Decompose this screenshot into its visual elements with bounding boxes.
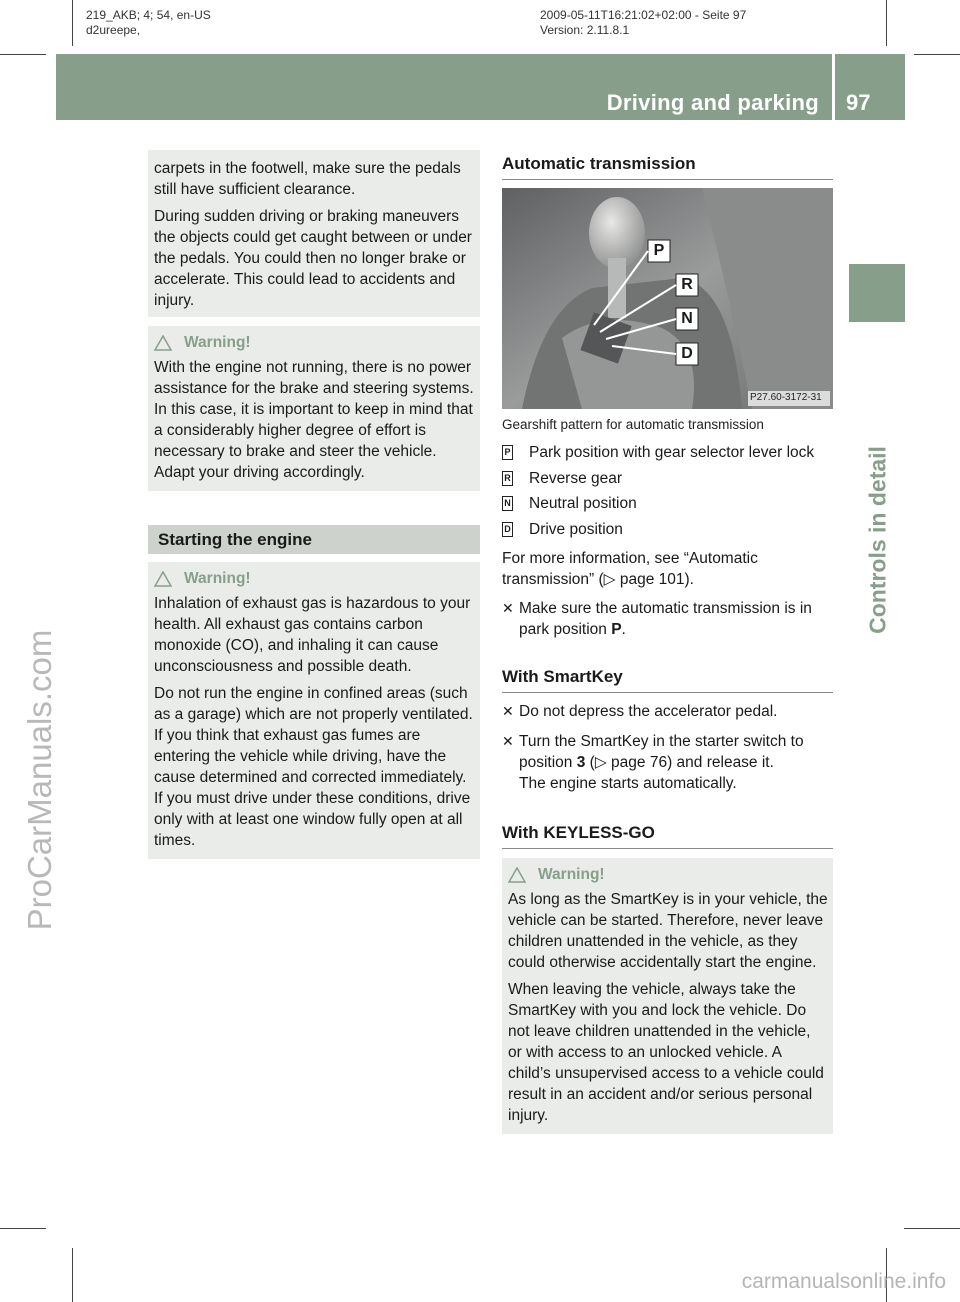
paragraph: Inhalation of exhaust gas is hazardous to your health. All exhaust gas contains carbon monoxide (CO), and inhaling it can cause unconsciousness and possible death. — [154, 595, 471, 675]
legend-item — [502, 440, 842, 466]
paragraph: When leaving the vehicle, always take the SmartKey with you and lock the vehicle. Do not leave children unattended in the vehicle, or with access to an unlocked vehicle. A child’s unsupervised access to a vehicle could result in an accident and/or serious personal injury. — [508, 981, 824, 1124]
step-text: . — [621, 621, 626, 638]
warning-heading — [154, 568, 474, 589]
warning-box — [148, 326, 480, 491]
warning-heading — [508, 864, 828, 885]
step-text: Do not depress the accelerator pedal. — [519, 703, 778, 720]
legend-item — [502, 517, 842, 543]
paragraph: During sudden driving or braking maneuvers the objects could get caught between or under the pedals. You could then no longer brake or accelerate. This could lead to accidents and injury. — [154, 208, 472, 309]
chapter-label: Controls in detail — [864, 446, 891, 634]
crop-mark — [0, 1228, 46, 1229]
photo-label-N: N — [681, 310, 693, 327]
page-header — [56, 54, 905, 120]
paragraph: With the engine not running, there is no power assistance for the brake and steering systems. In this case, it is important to keep in mind that a considerably higher degree of effort is necessary to brake and steer the vehicle. Adapt your driving accordingly. — [154, 359, 474, 481]
warning-triangle-icon — [154, 335, 172, 351]
section-title: Starting the engine — [158, 530, 312, 549]
legend-label: Neutral position — [529, 495, 637, 512]
meta-line: 2009-05-11T16:21:02+02:00 - Seite 97 — [540, 8, 747, 22]
legend-item — [502, 466, 842, 492]
warning-triangle-icon — [508, 867, 526, 883]
photo-label-D: D — [681, 345, 693, 362]
header-divider — [832, 54, 835, 120]
step-text: (▷ page 76) and release it. — [585, 754, 774, 771]
photo-label-R: R — [681, 276, 693, 293]
step-bold: 3 — [576, 754, 586, 771]
instruction-step — [502, 701, 837, 722]
warning-box — [148, 562, 480, 859]
crop-mark — [72, 0, 73, 46]
instruction-step — [502, 731, 837, 794]
photo-caption: Gearshift pattern for automatic transmission — [502, 417, 764, 432]
step-text: Make sure the automatic transmission is in park position — [519, 600, 812, 638]
chapter-tab — [849, 264, 905, 322]
photo-code: P27.60-3172-31 — [750, 392, 822, 403]
step-arrow-icon: ✕ — [502, 600, 514, 616]
legend-label: Drive position — [529, 520, 623, 538]
step-arrow-icon: ✕ — [502, 703, 514, 719]
crop-mark — [886, 0, 887, 46]
step-result: The engine starts automatically. — [519, 775, 737, 792]
legend-label: Park position with gear selector lever lock — [529, 444, 815, 461]
section-heading-keyless-go: With KEYLESS-GO — [502, 823, 833, 849]
step-bold: P — [611, 621, 622, 638]
more-info-paragraph: For more information, see “Automatic transmission” (▷ page 101). — [502, 550, 758, 588]
gear-p-icon: P — [502, 445, 513, 460]
legend-item — [502, 491, 842, 517]
warning-triangle-icon — [154, 571, 172, 587]
crop-mark — [72, 1248, 73, 1302]
warning-box — [502, 858, 833, 1134]
warning-title: Warning! — [538, 866, 605, 883]
paragraph: Do not run the engine in confined areas (such as a garage) which are not properly ventilated. If you think that exhaust gas fumes are entering the vehicle while driving, have the cause determined and corrected immediately. If you must drive under these conditions, drive only with at least one window fully open at all times. — [154, 685, 473, 849]
print-meta-left — [86, 8, 211, 38]
instruction-step — [502, 598, 837, 640]
gearshift-illustration — [502, 188, 833, 409]
continued-warning-box — [148, 150, 480, 317]
photo-label-P: P — [653, 242, 665, 259]
crop-mark — [914, 54, 960, 55]
meta-line: 219_AKB; 4; 54, en-US — [86, 8, 211, 22]
gearshift-photo — [502, 188, 833, 409]
warning-title: Warning! — [184, 570, 251, 587]
gear-legend — [502, 440, 842, 542]
step-arrow-icon: ✕ — [502, 733, 514, 749]
step-text: Turn the SmartKey in the starter switch to position — [519, 733, 804, 771]
gear-n-icon: N — [502, 496, 513, 511]
print-meta-right — [540, 8, 746, 38]
meta-line: d2ureepe, — [86, 23, 141, 37]
section-heading — [148, 525, 480, 554]
page-title: Driving and parking — [606, 90, 819, 115]
crop-mark — [0, 54, 46, 55]
section-heading-smartkey: With SmartKey — [502, 667, 833, 693]
crop-mark — [904, 1228, 960, 1229]
paragraph: As long as the SmartKey is in your vehicle, the vehicle can be started. Therefore, never leave children unattended in the vehicle, as they could otherwise accidentally start the engine. — [508, 891, 828, 971]
gear-r-icon: R — [502, 471, 513, 486]
gear-d-icon: D — [502, 522, 513, 537]
warning-heading — [154, 332, 474, 353]
legend-label: Reverse gear — [529, 469, 623, 487]
section-heading-automatic-transmission: Automatic transmission — [502, 154, 833, 180]
paragraph: carpets in the footwell, make sure the pedals still have sufficient clearance. — [154, 160, 461, 198]
site-watermark: ProCarManuals.com — [21, 629, 58, 931]
page-number: 97 — [846, 90, 871, 115]
warning-title: Warning! — [184, 334, 251, 351]
footer-watermark: carmanualsonline.info — [741, 1270, 946, 1293]
meta-line: Version: 2.11.8.1 — [540, 23, 630, 37]
